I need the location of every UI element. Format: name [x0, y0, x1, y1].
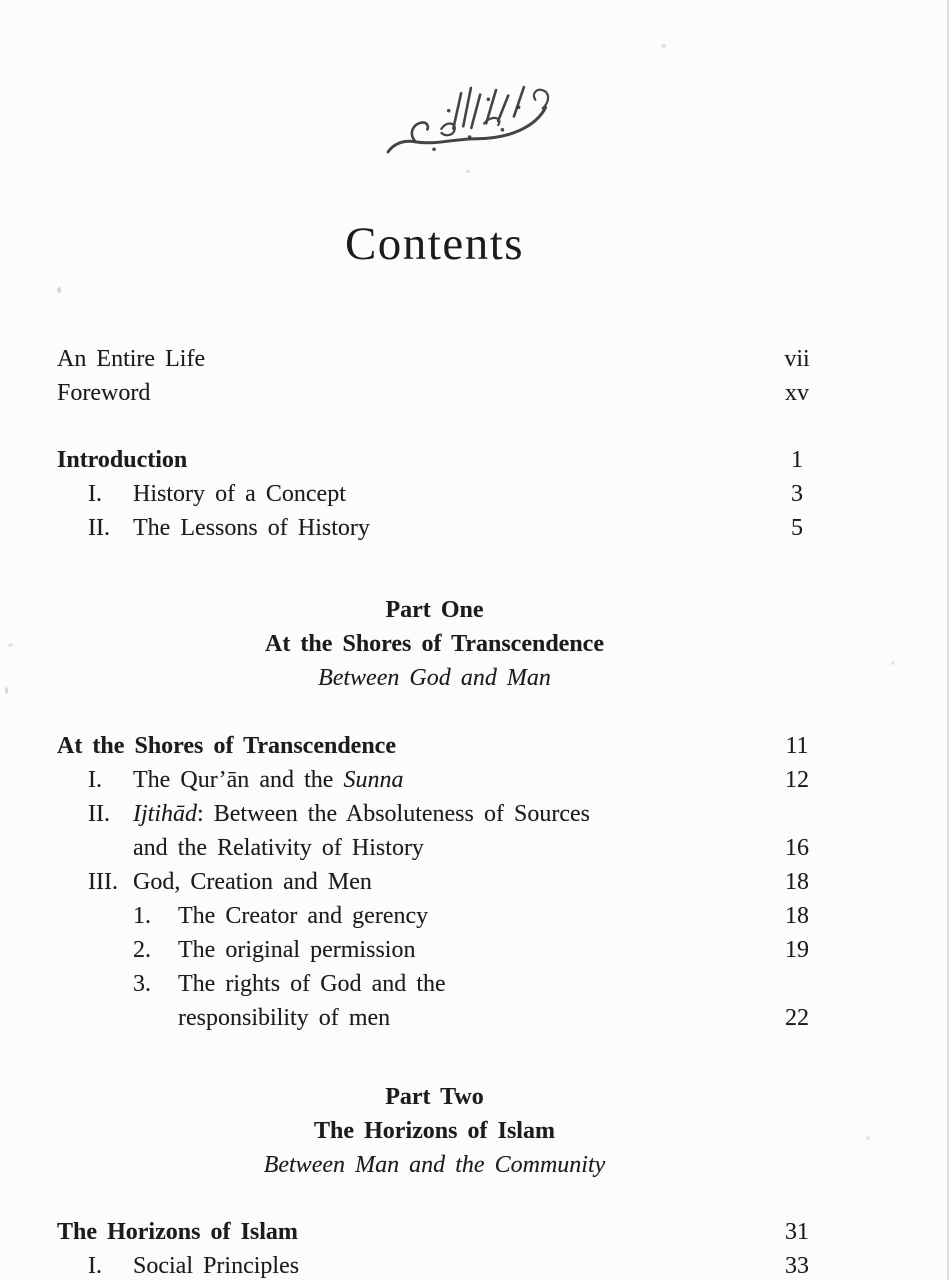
toc-entry-page: 16	[785, 835, 809, 861]
toc-entry-label: responsibility of men	[178, 1005, 391, 1031]
introduction-section	[57, 443, 812, 545]
scan-speck	[891, 661, 895, 665]
toc-entry-label: God, Creation and Men	[133, 869, 372, 895]
toc-entry-label: The original permission	[178, 937, 416, 963]
part-title: The Horizons of Islam	[314, 1118, 555, 1144]
toc-entry-label: The rights of God and the	[178, 971, 446, 997]
part-label: Part One	[385, 597, 484, 623]
toc-entry-page: 5	[791, 515, 803, 541]
toc-entry-page: 22	[785, 1005, 809, 1031]
part-one-heading	[57, 593, 812, 695]
toc-entry-page: 12	[785, 767, 809, 793]
toc-entry-page: 1	[791, 447, 803, 473]
toc-entry-marker: II.	[88, 515, 110, 541]
toc-entry-label: The Horizons of Islam	[57, 1219, 298, 1245]
bismillah-calligraphy-drawing	[381, 77, 556, 161]
toc-entry-label: Introduction	[57, 447, 188, 473]
toc-entry-label: The Qur’ān and the Sunna	[133, 767, 404, 793]
toc-entry-page: 18	[785, 903, 809, 929]
bismillah-calligraphy	[57, 80, 812, 158]
toc-entry-label: Social Principles	[133, 1253, 300, 1279]
toc-entry-marker: I.	[88, 767, 102, 793]
toc-entry-label: Ijtihād: Between the Absoluteness of Sources	[133, 801, 590, 827]
toc-entry-page: 19	[785, 937, 809, 963]
toc-entry-horizons-of-islam	[57, 1215, 812, 1249]
scan-speck	[661, 44, 666, 48]
toc-entry-rights-of-god-line1	[57, 967, 812, 1001]
scan-speck	[866, 1136, 870, 1140]
toc-entry-marker: II.	[88, 801, 110, 827]
part-two-heading	[57, 1080, 812, 1182]
toc-entry-page: xv	[785, 380, 809, 406]
toc-entry-marker: III.	[88, 869, 118, 895]
toc-entry-marker: I.	[88, 481, 102, 507]
part-title: At the Shores of Transcendence	[265, 631, 604, 657]
toc-entry-page: 31	[785, 1219, 809, 1245]
toc-entry-ijtihad-line1	[57, 797, 812, 831]
page-title: Contents	[344, 218, 525, 270]
toc-entry-page: 33	[785, 1253, 809, 1279]
toc-entry-ijtihad-line2	[57, 831, 812, 865]
toc-entry-quran-and-sunna	[57, 763, 812, 797]
toc-entry-label: History of a Concept	[133, 481, 346, 507]
scan-speck	[8, 643, 13, 647]
toc-entry-label: The Creator and gerency	[178, 903, 429, 929]
chapter-horizons-section	[57, 1215, 812, 1280]
toc-entry-marker: 3.	[133, 971, 151, 997]
toc-entry-page: 3	[791, 481, 803, 507]
toc-entry-rights-of-god-line2	[57, 1001, 812, 1035]
toc-entry-lessons-of-history	[57, 511, 812, 545]
chapter-shores-section	[57, 729, 812, 1035]
toc-entry-creator-and-gerency	[57, 899, 812, 933]
toc-entry-page: 11	[785, 733, 809, 759]
toc-entry-an-entire-life	[57, 342, 812, 376]
toc-entry-history-of-a-concept	[57, 477, 812, 511]
toc-entry-marker: 1.	[133, 903, 151, 929]
toc-entry-label: The Lessons of History	[133, 515, 370, 541]
toc-entry-foreword	[57, 376, 812, 410]
toc-entry-marker: 2.	[133, 937, 151, 963]
toc-entry-marker: I.	[88, 1253, 102, 1279]
toc-entry-shores-of-transcendence	[57, 729, 812, 763]
toc-entry-original-permission	[57, 933, 812, 967]
front-matter-section	[57, 342, 812, 410]
part-label: Part Two	[385, 1084, 484, 1110]
scan-speck	[5, 687, 8, 694]
toc-entry-label: At the Shores of Transcendence	[57, 733, 396, 759]
toc-entry-god-creation-men	[57, 865, 812, 899]
toc-entry-label: and the Relativity of History	[133, 835, 424, 861]
toc-entry-social-principles	[57, 1249, 812, 1280]
toc-entry-label: An Entire Life	[57, 346, 206, 372]
toc-entry-label: Foreword	[57, 380, 151, 406]
toc-entry-page: vii	[784, 346, 810, 372]
part-subtitle: Between God and Man	[318, 665, 551, 691]
toc-entry-introduction	[57, 443, 812, 477]
toc-entry-page: 18	[785, 869, 809, 895]
table-of-contents	[57, 80, 812, 1280]
part-subtitle: Between Man and the Community	[263, 1152, 606, 1178]
